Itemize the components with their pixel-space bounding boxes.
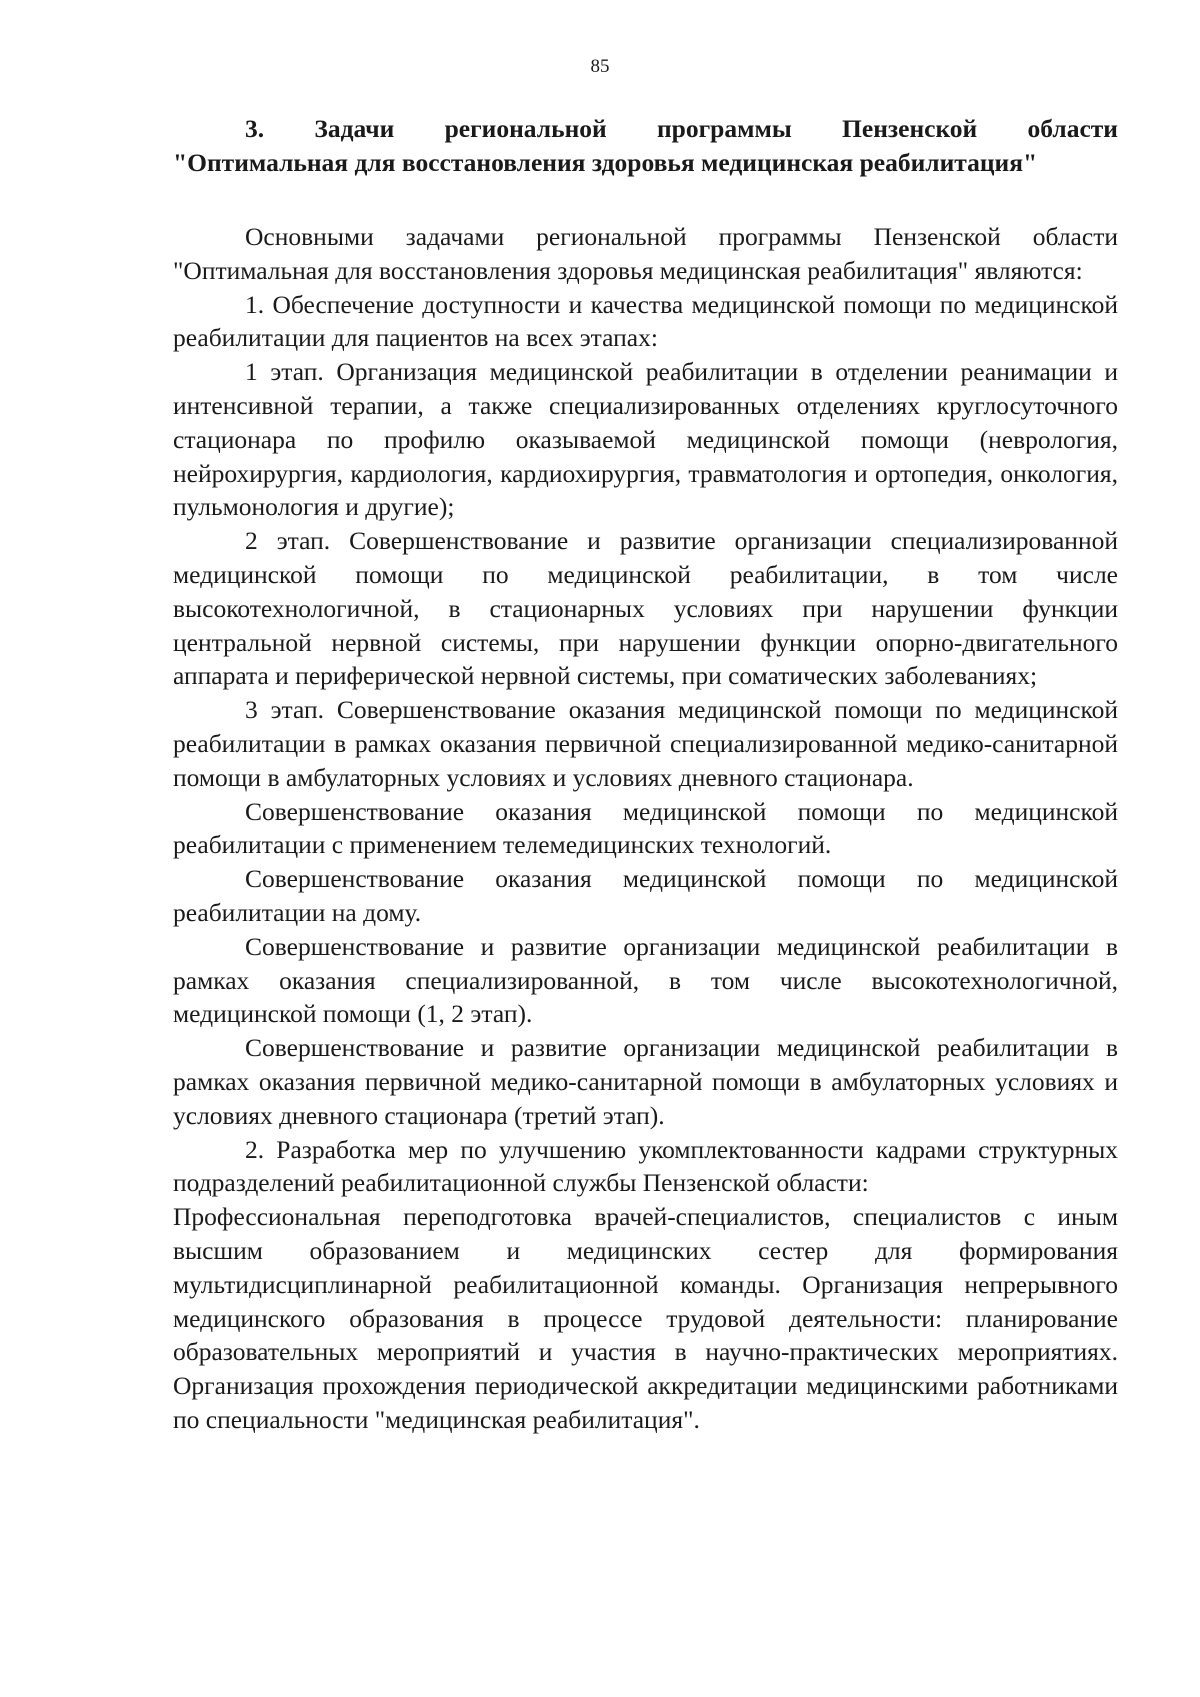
- paragraph-intro: Основными задачами региональной программы Пензенской области "Оптимальная для восстановления здоровья медицинская реабилитация" являются:: [173, 222, 1118, 285]
- page-number: 85: [590, 56, 610, 77]
- paragraph-primary-care: Совершенствование и развитие организации медицинской реабилитации в рамках оказания первичной медико-санитарной помощи в амбулаторных условиях и условиях дневного стационара (третий этап).: [173, 1033, 1118, 1130]
- document-body: [173, 112, 1118, 1437]
- paragraph-stage-2: 2 этап. Совершенствование и развитие организации специализированной медицинской помощи по медицинской реабилитации, в том числе высокотехнологичной, в стационарных условиях при нарушении функции центральной нервной системы, при нарушении функции опорно-двигательного аппарата и периферической нервной системы, при соматических заболеваниях;: [173, 526, 1118, 691]
- section-heading: [173, 112, 1118, 180]
- section-heading-line-1: 3. Задачи региональной программы Пензенской области: [245, 114, 1118, 143]
- paragraph-stage-3: 3 этап. Совершенствование оказания медицинской помощи по медицинской реабилитации в рамках оказания первичной специализированной медико-санитарной помощи в амбулаторных условиях и условиях дневного стационара.: [173, 695, 1118, 792]
- paragraph-stage-1: 1 этап. Организация медицинской реабилитации в отделении реанимации и интенсивной терапии, а также специализированных отделениях круглосуточного стационара по профилю оказываемой медицинской помощи (неврология, нейрохирургия, кардиология, кардиохирургия, травматология и ортопедия, онкология, пульмонология и другие);: [173, 357, 1118, 522]
- paragraph-home-care: Совершенствование оказания медицинской помощи по медицинской реабилитации на дому.: [173, 864, 1118, 927]
- section-text: [173, 220, 1118, 1437]
- paragraph-specialized-care: Совершенствование и развитие организации медицинской реабилитации в рамках оказания специализированной, в том числе высокотехнологичной, медицинской помощи (1, 2 этап).: [173, 931, 1118, 1029]
- paragraph-training: Профессиональная переподготовка врачей-специалистов, специалистов с иным высшим образованием и медицинских сестер для формирования мультидисциплинарной реабилитационной команды. Организация непрерывного медицинского образования в процессе трудовой деятельности: планирование образовательных мероприятий и участия в научно-практических мероприятиях. Организация прохождения периодической аккредитации медицинскими работниками по специальности "медицинская реабилитация".: [173, 1202, 1118, 1434]
- paragraph-task-2: 2. Разработка мер по улучшению укомплектованности кадрами структурных подразделений реабилитационной службы Пензенской области:: [173, 1134, 1118, 1198]
- paragraph-task-1: 1. Обеспечение доступности и качества медицинской помощи по медицинской реабилитации для пациентов на всех этапах:: [173, 289, 1118, 353]
- section-heading-line-2: "Оптимальная для восстановления здоровья медицинская реабилитация": [173, 148, 1038, 177]
- paragraph-telemedicine: Совершенствование оказания медицинской помощи по медицинской реабилитации с применением телемедицинских технологий.: [173, 796, 1118, 860]
